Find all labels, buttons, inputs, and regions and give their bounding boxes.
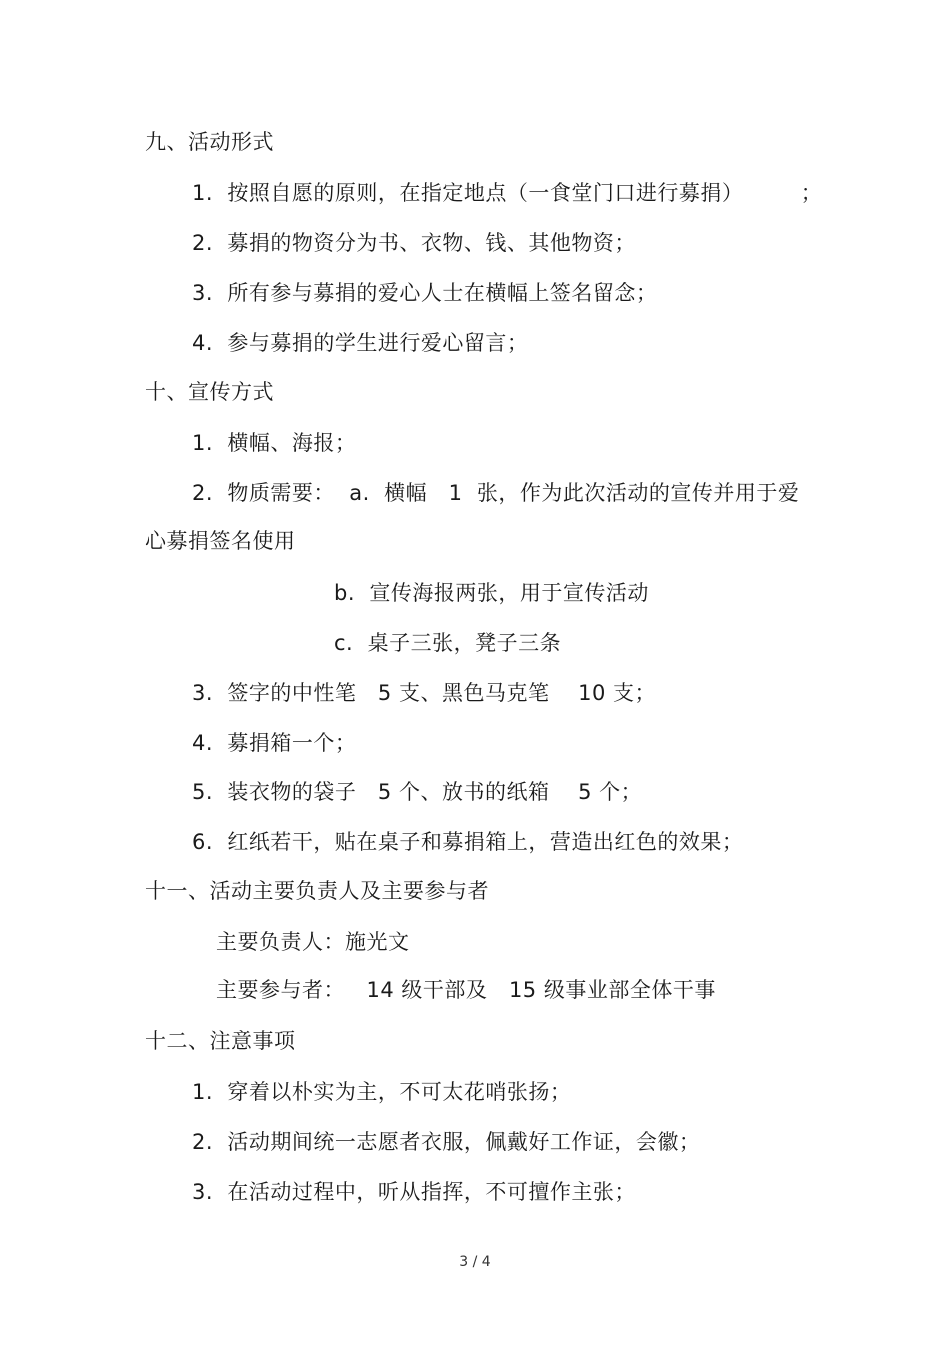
section-9-item-1: 1. 按照自愿的原则，在指定地点（一食堂门口进行募捐） ； [192, 181, 823, 205]
section-10-item-6: 6. 红纸若干，贴在桌子和募捐箱上，营造出红色的效果； [192, 830, 744, 854]
section-9-heading: 九、活动形式 [145, 130, 274, 154]
section-12-item-1: 1. 穿着以朴实为主，不可太花哨张扬； [192, 1080, 572, 1104]
section-10-sub-b: b. 宣传海报两张，用于宣传活动 [334, 581, 649, 605]
section-12-heading: 十二、注意事项 [145, 1029, 296, 1053]
section-9-item-4: 4. 参与募捐的学生进行爱心留言； [192, 331, 529, 355]
section-11-participants: 主要参与者： 14 级干部及 15 级事业部全体干事 [216, 978, 716, 1002]
section-11-leader: 主要负责人：施光文 [216, 930, 410, 954]
section-12-item-2: 2. 活动期间统一志愿者衣服，佩戴好工作证，会徽； [192, 1130, 701, 1154]
section-11-heading: 十一、活动主要负责人及主要参与者 [145, 879, 489, 903]
section-10-item-2: 2. 物质需要： a. 横幅 1 张，作为此次活动的宣传并用于爱 [192, 481, 800, 505]
section-10-item-3: 3. 签字的中性笔 5 支、黑色马克笔 10 支； [192, 681, 657, 705]
section-12-item-3: 3. 在活动过程中，听从指挥，不可擅作主张； [192, 1180, 636, 1204]
section-10-item-5: 5. 装衣物的袋子 5 个、放书的纸箱 5 个； [192, 780, 643, 804]
section-9-item-2: 2. 募捐的物资分为书、衣物、钱、其他物资； [192, 231, 636, 255]
section-10-heading: 十、宣传方式 [145, 380, 274, 404]
section-10-item-4: 4. 募捐箱一个； [192, 731, 357, 755]
page-number: 3 / 4 [459, 1254, 491, 1270]
section-10-item-2-continuation: 心募捐签名使用 [145, 529, 296, 553]
section-10-item-1: 1. 横幅、海报； [192, 431, 357, 455]
section-9-item-3: 3. 所有参与募捐的爱心人士在横幅上签名留念； [192, 281, 658, 305]
section-10-sub-c: c. 桌子三张，凳子三条 [334, 631, 562, 655]
